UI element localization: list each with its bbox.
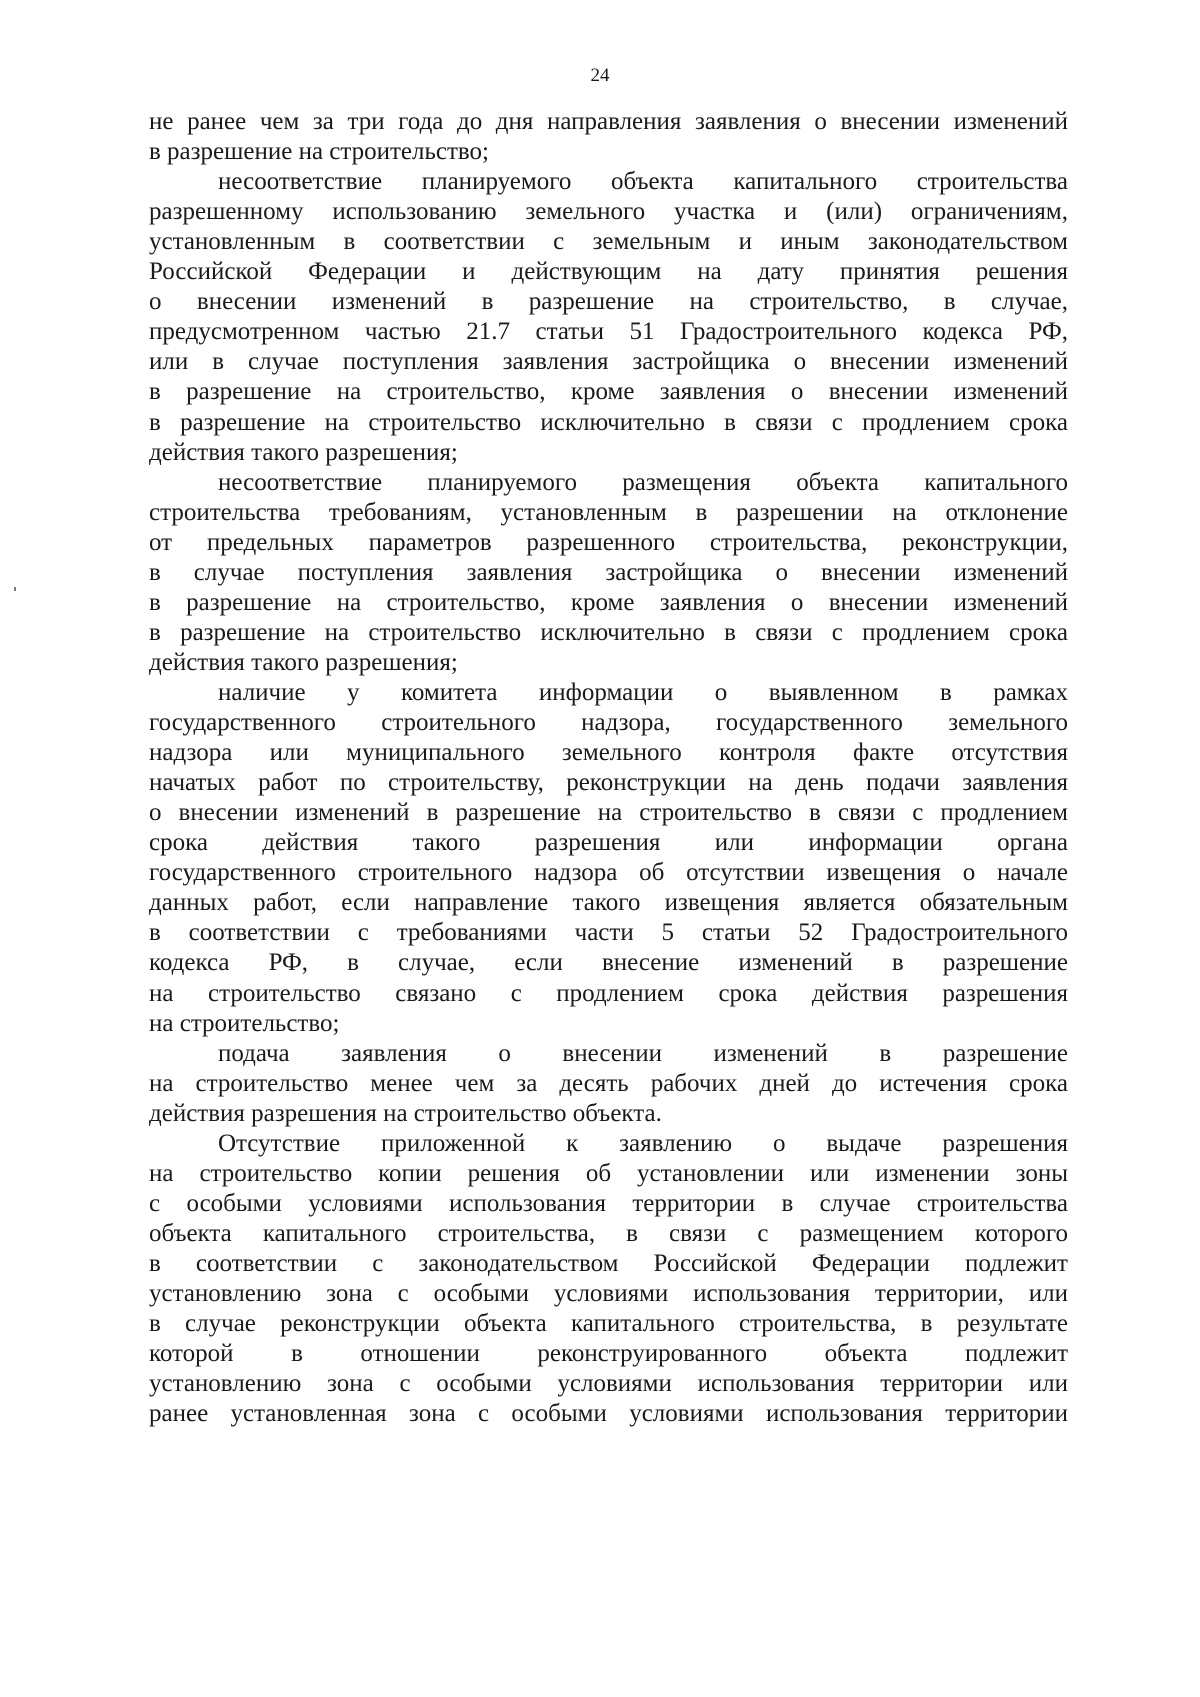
text-line: в соответствии с требованиями части 5 статьи 52 Градостроительного (149, 919, 1068, 947)
text-line: срока действия такого разрешения или информации органа (149, 829, 1068, 857)
text-line: которой в отношении реконструированного объекта подлежит (149, 1340, 1068, 1367)
text-line: установлению зона с особыми условиями использования территории или (149, 1370, 1068, 1398)
text-line: действия такого разрешения; (149, 438, 458, 466)
text-line: кодекса РФ, в случае, если внесение изменений в разрешение (149, 949, 1068, 977)
text-line: о внесении изменений в разрешение на строительство в связи с продлением (149, 799, 1068, 827)
page-number: 24 (590, 65, 610, 86)
text-line: несоответствие планируемого объекта капитального строительства (218, 168, 1068, 196)
scan-speck (14, 587, 16, 591)
text-line: в случае реконструкции объекта капитального строительства, в результате (149, 1310, 1068, 1337)
text-line: на строительство связано с продлением срока действия разрешения (149, 979, 1068, 1007)
text-line: от предельных параметров разрешенного строительства, реконструкции, (149, 528, 1068, 556)
text-line: в разрешение на строительство исключительно в связи с продлением срока (149, 618, 1068, 646)
text-line: с особыми условиями использования территории в случае строительства (149, 1189, 1068, 1217)
text-line: разрешенному использованию земельного участка и (или) ограничениям, (149, 198, 1068, 226)
text-line: данных работ, если направление такого извещения является обязательным (149, 889, 1068, 917)
text-line: государственного строительного надзора, государственного земельного (149, 709, 1068, 736)
text-line: в случае поступления заявления застройщика о внесении изменений (149, 558, 1068, 586)
text-line: Российской Федерации и действующим на дату принятия решения (149, 258, 1068, 286)
text-line: на строительство менее чем за десять рабочих дней до истечения срока (149, 1069, 1068, 1097)
text-line: ранее установленная зона с особыми условиями использования территории (149, 1400, 1068, 1428)
text-line: действия такого разрешения; (149, 648, 458, 676)
text-line: установленным в соответствии с земельным и иным законодательством (149, 228, 1068, 256)
text-line: не ранее чем за три года до дня направления заявления о внесении изменений (149, 108, 1068, 135)
text-line: в соответствии с законодательством Российской Федерации подлежит (149, 1249, 1068, 1277)
text-line: предусмотренном частью 21.7 статьи 51 Градостроительного кодекса РФ, (149, 318, 1068, 346)
text-line: строительства требованиям, установленным в разрешении на отклонение (149, 498, 1068, 526)
text-line: государственного строительного надзора об отсутствии извещения о начале (149, 859, 1068, 887)
text-line: в разрешение на строительство исключительно в связи с продлением срока (149, 408, 1068, 436)
text-line: на строительство; (149, 1009, 340, 1037)
text-line: на строительство копии решения об установлении или изменении зоны (149, 1159, 1068, 1187)
text-line: в разрешение на строительство; (149, 138, 490, 166)
text-line: Отсутствие приложенной к заявлению о выдаче разрешения (218, 1129, 1068, 1157)
text-line: или в случае поступления заявления застройщика о внесении изменений (149, 348, 1068, 376)
text-line: начатых работ по строительству, реконструкции на день подачи заявления (149, 769, 1068, 797)
text-line: о внесении изменений в разрешение на строительство, в случае, (149, 288, 1068, 316)
text-line: подача заявления о внесении изменений в разрешение (218, 1039, 1068, 1067)
text-line: установлению зона с особыми условиями использования территории, или (149, 1280, 1068, 1307)
text-line: наличие у комитета информации о выявленном в рамках (218, 679, 1068, 706)
text-line: действия разрешения на строительство объекта. (149, 1099, 662, 1127)
text-line: объекта капитального строительства, в связи с размещением которого (149, 1219, 1068, 1247)
text-line: надзора или муниципального земельного контроля факте отсутствия (149, 739, 1068, 767)
text-line: в разрешение на строительство, кроме заявления о внесении изменений (149, 378, 1068, 406)
text-line: в разрешение на строительство, кроме заявления о внесении изменений (149, 588, 1068, 616)
text-line: несоответствие планируемого размещения объекта капитального (218, 468, 1068, 496)
